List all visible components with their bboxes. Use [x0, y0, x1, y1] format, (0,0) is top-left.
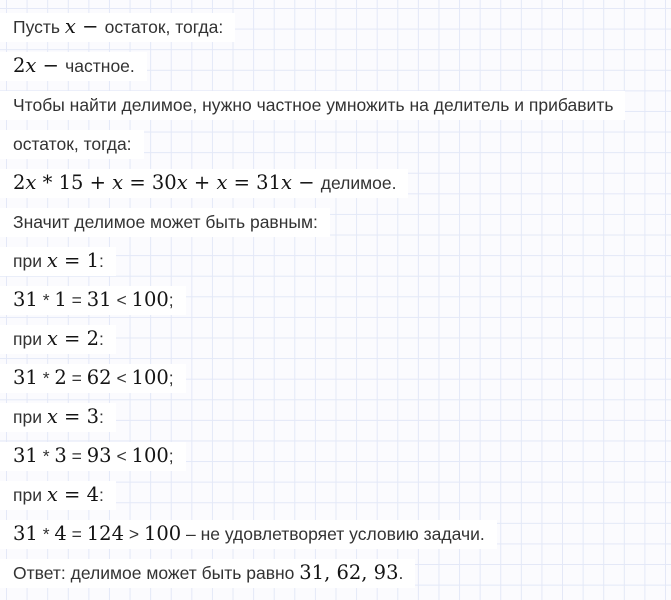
line-segment: x — [46, 327, 58, 350]
line-segment: 31 — [13, 288, 38, 311]
line-segment: Значит делимое может быть равным: — [13, 212, 318, 232]
line-segment: 31 — [13, 522, 38, 545]
line-segment: x — [176, 171, 188, 194]
line-segment: = 4 — [57, 483, 100, 506]
solution-line — [0, 91, 625, 120]
line-segment: 31 — [13, 444, 38, 467]
solution-line — [0, 13, 235, 42]
solution-line — [0, 325, 116, 354]
line-segment: ; — [168, 290, 174, 310]
line-segment: − — [36, 54, 66, 77]
solution-line — [0, 403, 116, 432]
line-segment: при — [13, 251, 47, 271]
line-segment: x — [281, 171, 292, 194]
line-segment: 2 — [13, 171, 26, 194]
line-segment: = 3 — [57, 405, 100, 428]
solution-line — [0, 169, 408, 198]
line-segment: : — [99, 485, 104, 505]
line-segment: 100 — [131, 444, 169, 467]
solution-line — [0, 442, 186, 471]
line-segment: : — [99, 251, 104, 271]
line-segment: 2 — [13, 54, 26, 77]
line-segment: : — [99, 329, 104, 349]
line-segment: * — [37, 368, 55, 388]
line-segment: = — [66, 368, 87, 388]
line-segment: = 1 — [57, 249, 100, 272]
line-segment: Чтобы найти делимое, нужно частное умножить на делитель и прибавить — [13, 95, 614, 115]
line-segment: 62 — [86, 366, 112, 389]
solution-line — [0, 247, 116, 276]
solution-line — [0, 52, 147, 81]
line-segment: * — [37, 524, 55, 544]
line-segment: Ответ: делимое может быть равно — [13, 563, 300, 583]
line-segment: при — [13, 485, 47, 505]
line-segment: 31 — [13, 366, 38, 389]
solution-line — [0, 286, 186, 315]
line-segment: 100 — [143, 522, 182, 545]
line-segment: ; — [168, 368, 174, 388]
line-segment: = — [66, 446, 87, 466]
line-segment: 93 — [86, 444, 112, 467]
line-segment: 4 — [54, 522, 67, 545]
line-segment: x — [25, 171, 37, 194]
line-segment: − — [75, 15, 105, 38]
line-segment: 2 — [54, 366, 67, 389]
line-segment: 124 — [86, 522, 124, 545]
line-segment: = 31 — [227, 171, 281, 194]
line-segment: Пусть — [13, 17, 65, 37]
solution-line — [0, 130, 144, 159]
line-segment: 31 — [86, 288, 112, 311]
line-segment: < — [111, 446, 132, 466]
line-segment: = — [66, 524, 87, 544]
line-segment: . — [398, 563, 404, 583]
line-segment: делимое. — [320, 173, 397, 193]
line-segment: 100 — [131, 288, 169, 311]
line-segment: при — [13, 329, 47, 349]
line-segment: < — [111, 368, 132, 388]
line-segment: остаток, тогда: — [13, 134, 132, 154]
line-segment: * — [37, 290, 55, 310]
line-segment: x — [216, 171, 228, 194]
line-segment: 1 — [54, 288, 67, 311]
line-segment: 3 — [54, 444, 67, 467]
line-segment: x — [46, 405, 58, 428]
line-segment: x — [46, 483, 58, 506]
solution-line — [0, 559, 415, 588]
line-segment: = 30 — [123, 171, 177, 194]
line-segment: * 15 + — [36, 171, 113, 194]
line-segment: x — [46, 249, 58, 272]
line-segment: > — [123, 524, 144, 544]
solution-line — [0, 481, 116, 510]
line-segment: – не удовлетворяет условию задачи. — [181, 524, 485, 544]
line-segment: остаток, тогда: — [104, 17, 224, 37]
line-segment: 31, 62, 93 — [299, 561, 399, 584]
line-segment: 100 — [131, 366, 169, 389]
line-segment: + — [187, 171, 217, 194]
line-segment: x — [112, 171, 124, 194]
line-segment: = 2 — [57, 327, 100, 350]
solution-line — [0, 364, 186, 393]
solution-line — [0, 520, 497, 549]
line-segment: при — [13, 407, 47, 427]
solution-line — [0, 208, 330, 237]
line-segment: < — [111, 290, 132, 310]
line-segment: = — [66, 290, 87, 310]
line-segment: ; — [168, 446, 174, 466]
line-segment: : — [99, 407, 104, 427]
line-segment: x — [25, 54, 37, 77]
line-segment: * — [37, 446, 55, 466]
line-segment: x — [64, 15, 76, 38]
line-segment: частное. — [65, 56, 135, 76]
line-segment: − — [292, 171, 321, 194]
